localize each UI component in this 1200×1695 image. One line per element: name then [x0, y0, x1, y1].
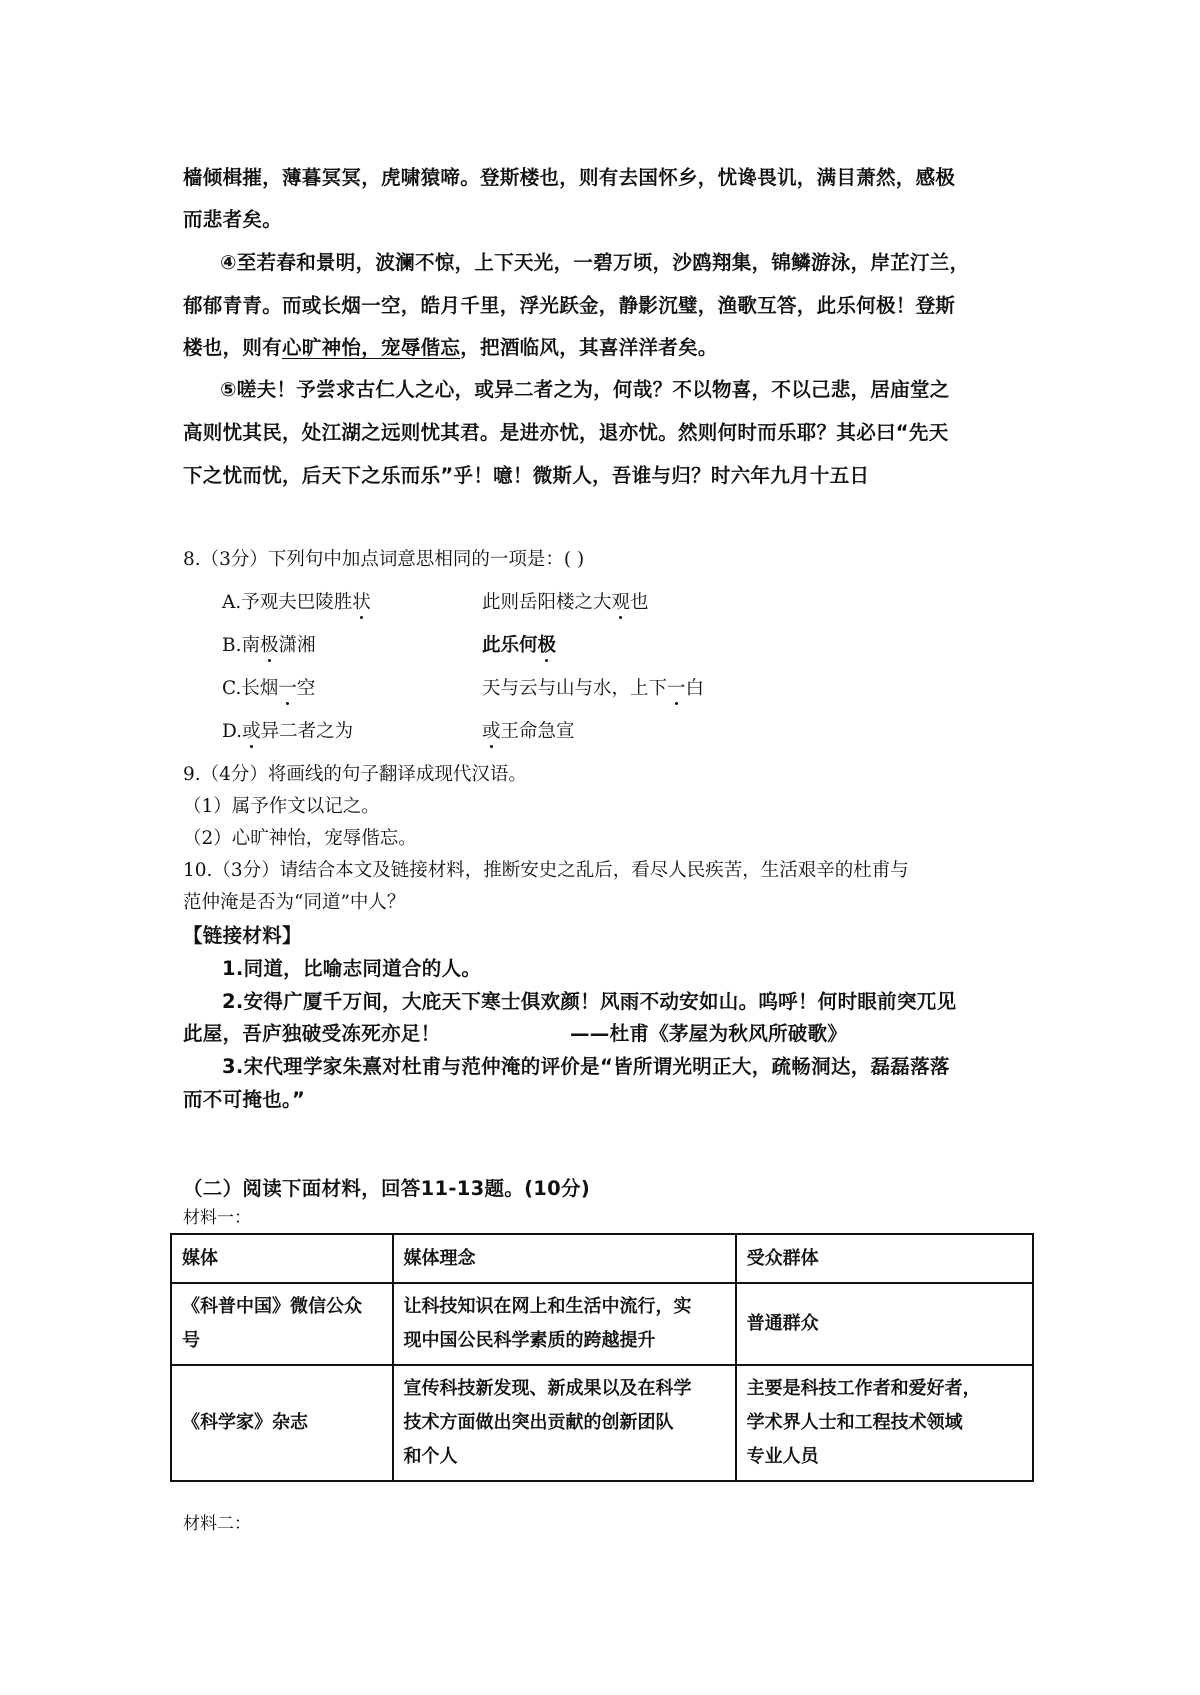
- passage-line: ⑤嗟夫！予尝求古仁人之心，或异二者之为，何哉？不以物喜，不以己悲，居庙堂之: [220, 378, 950, 401]
- question-10-stem: 10.（3分）请结合本文及链接材料，推断安史之乱后，看尽人民疾苦，生活艰辛的杜甫与: [183, 860, 909, 881]
- link-material-item: 1.同道，比喻志同道合的人。: [222, 957, 482, 980]
- table-cell: 让科技知识在网上和生活中流行，实 现中国公民科学素质的跨越提升: [393, 1283, 736, 1365]
- link-material-item: 3.宋代理学家朱熹对杜甫与范仲淹的评价是“皆所谓光明正大，疏畅洞达，磊磊落落: [222, 1055, 950, 1078]
- q8-option-a-right: 此则岳阳楼之大观也: [482, 592, 649, 613]
- dotted-char: 观: [611, 592, 631, 613]
- material-label: 材料一：: [183, 1208, 251, 1228]
- link-material-title: 【链接材料】: [183, 924, 302, 947]
- passage-line: 下之忧而忧，后天下之乐而乐”乎！噫！微斯人，吾谁与归？时六年九月十五日: [183, 464, 870, 487]
- section-heading: （二）阅读下面材料，回答11-13题。(10分): [183, 1177, 591, 1200]
- table-header-cell: 媒体理念: [393, 1234, 736, 1283]
- link-material-item: 此屋，吾庐独破受冻死亦足！: [183, 1022, 441, 1045]
- passage-line: ④至若春和景明，波澜不惊，上下天光，一碧万顷，沙鸥翔集，锦鳞游泳，岸芷汀兰，: [220, 251, 970, 274]
- q8-option-d-left: D.或异二者之为: [222, 721, 354, 742]
- question-9-stem: 9.（4分）将画线的句子翻译成现代汉语。: [183, 764, 527, 785]
- q8-option-b-right: 此乐何极: [482, 635, 557, 656]
- question-9-item: （1）属予作文以记之。: [183, 796, 380, 817]
- q8-option-c-right: 天与云与山与水，上下一白: [482, 678, 705, 699]
- dotted-char: 极: [537, 635, 557, 656]
- q8-option-b-left: B.南极潇湘: [222, 635, 316, 656]
- underlined-sentence: 心旷神怡，宠辱偕忘: [282, 336, 461, 359]
- dotted-char: 一: [278, 678, 297, 699]
- q8-option-c-left: C.长烟一空: [222, 678, 316, 699]
- q8-option-a-left: A.予观夫巴陵胜状: [222, 592, 371, 613]
- poem-attribution: ——杜甫《茅屋为秋风所破歌》: [570, 1022, 848, 1045]
- question-9-item: （2）心旷神怡，宠辱偕忘。: [183, 828, 417, 849]
- table-cell: 主要是科技工作者和爱好者， 学术界人士和工程技术领域 专业人员: [736, 1365, 1033, 1481]
- passage-line: 高则忧其民，处江湖之远则忧其君。是进亦忧，退亦忧。然则何时而乐耶？其必曰“先天: [183, 421, 949, 444]
- table-row: [171, 1365, 1033, 1481]
- table-header-row: [171, 1234, 1033, 1283]
- q8-option-d-right: 或王命急宣: [482, 721, 575, 742]
- table-cell: 宣传科技新发现、新成果以及在科学 技术方面做出突出贡献的创新团队 和个人: [393, 1365, 736, 1481]
- question-10-stem: 范仲淹是否为“同道”中人？: [183, 892, 406, 913]
- link-material-item: 而不可掩也。”: [183, 1088, 306, 1111]
- passage-line: 樯倾楫摧，薄暮冥冥，虎啸猿啼。登斯楼也，则有去国怀乡，忧谗畏讥，满目萧然，感极: [183, 166, 956, 189]
- passage-text: ，把酒临风，其喜洋洋者矣。: [460, 336, 718, 359]
- passage-text: 楼也，则有: [183, 336, 283, 359]
- passage-line: 郁郁青青。而或长烟一空，皓月千里，浮光跃金，静影沉璧，渔歌互答，此乐何极！登斯: [183, 294, 956, 317]
- table-header-cell: 受众群体: [736, 1234, 1033, 1283]
- dotted-char: 状: [352, 592, 371, 613]
- table-row: [171, 1283, 1033, 1365]
- dotted-char: 极: [259, 635, 279, 656]
- material-label: 材料二：: [183, 1514, 251, 1534]
- table-cell: 普通群众: [736, 1283, 1033, 1365]
- passage-line: [183, 332, 718, 360]
- table-cell: 《科学家》杂志: [171, 1365, 393, 1481]
- passage-line: 而悲者矣。: [183, 208, 283, 231]
- media-table: [170, 1233, 1034, 1482]
- dotted-char: 或: [482, 721, 501, 742]
- dotted-char: 一: [667, 678, 686, 699]
- table-header-cell: 媒体: [171, 1234, 393, 1283]
- question-8-stem: 8.（3分）下列句中加点词意思相同的一项是：( ): [183, 549, 585, 570]
- dotted-char: 或: [242, 721, 261, 742]
- table-cell: 《科普中国》微信公众 号: [171, 1283, 393, 1365]
- link-material-item: 2.安得广厦千万间，大庇天下寒士俱欢颜！风雨不动安如山。呜呼！何时眼前突兀见: [222, 990, 957, 1013]
